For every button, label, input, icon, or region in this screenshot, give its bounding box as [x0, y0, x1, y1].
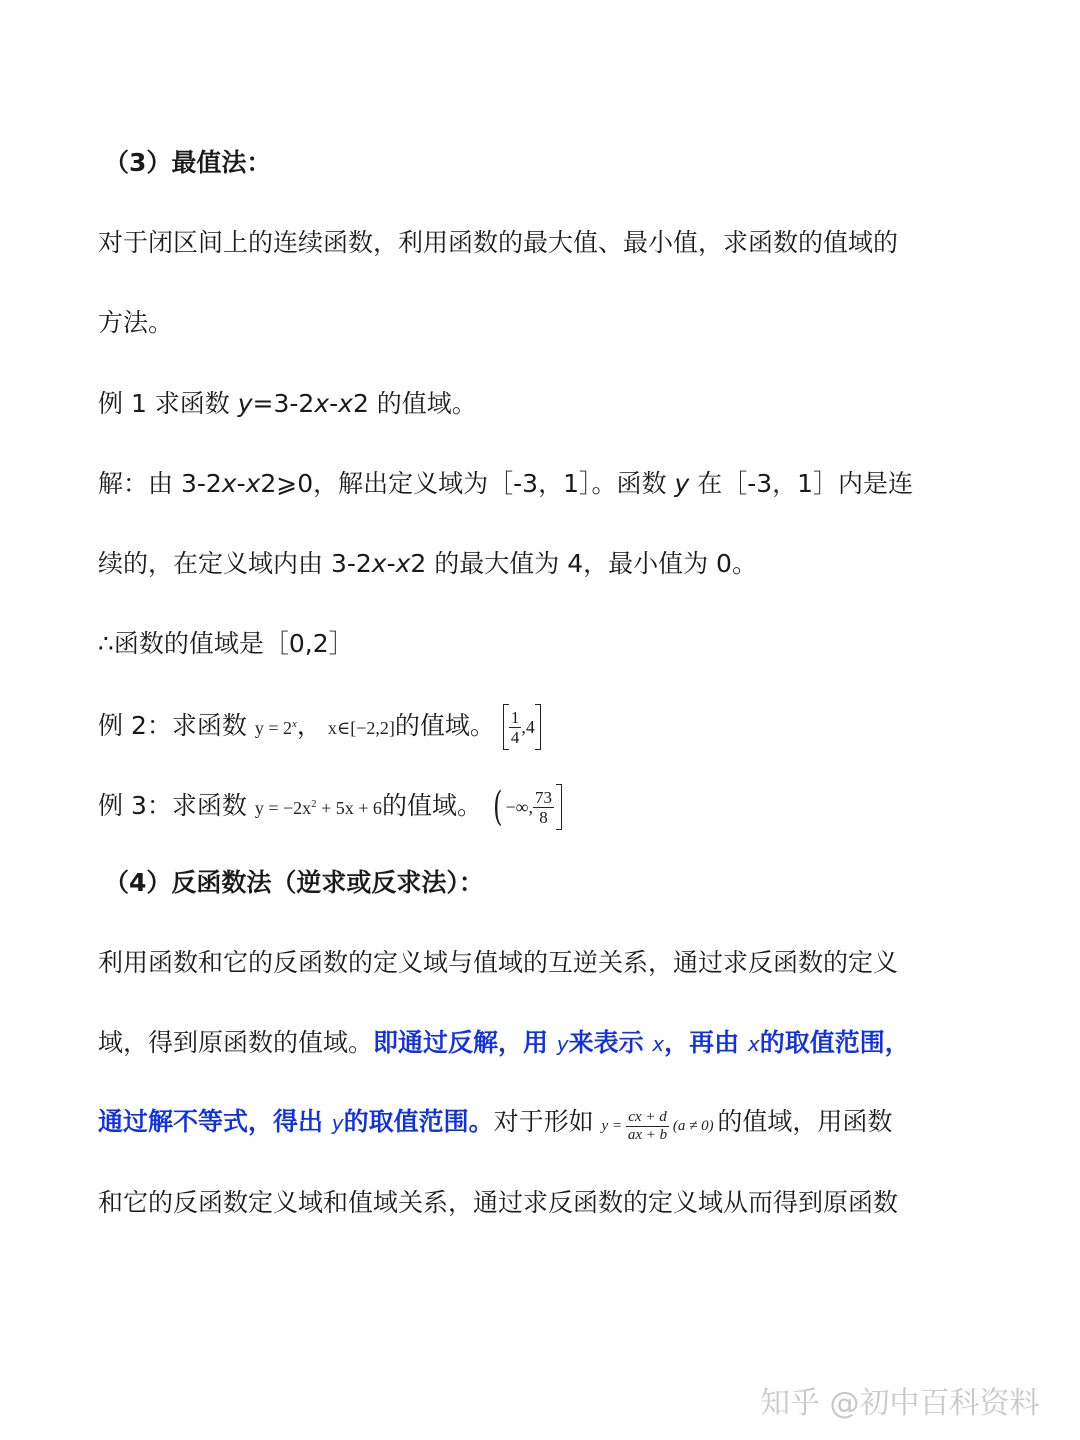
- var-y: y: [674, 469, 690, 498]
- fraction: [509, 709, 522, 746]
- var-x: x: [747, 1032, 760, 1056]
- emphasis: 通过解不等式，得出: [98, 1107, 332, 1136]
- emphasis: 即通过反解，用: [373, 1028, 557, 1057]
- text: -: [236, 469, 246, 498]
- solution-line-1: [98, 466, 984, 502]
- text: -: [386, 549, 396, 578]
- formula-lhs: y = −2x: [254, 798, 312, 818]
- numerator: cx + d: [628, 1109, 667, 1126]
- formula-tail: + 5x + 6: [316, 798, 382, 818]
- text: 对于形如: [493, 1107, 594, 1136]
- text: 的值域，用函数: [717, 1107, 893, 1136]
- text: 2⩾0，解出定义域为［-3，1］。函数: [260, 469, 675, 498]
- var-x: x: [652, 1032, 665, 1056]
- fraction: [626, 1110, 669, 1143]
- example-3: [98, 782, 984, 830]
- paragraph-line: [98, 1100, 984, 1148]
- fraction: [533, 789, 554, 826]
- paragraph-line: [98, 1025, 984, 1062]
- text: -: [329, 389, 339, 418]
- watermark: 知乎 @初中百科资料: [760, 1386, 1040, 1421]
- left-paren: (: [493, 784, 503, 830]
- var-y: y: [556, 1032, 569, 1056]
- denominator: 4: [510, 727, 520, 747]
- emphasis: 来表示: [568, 1028, 653, 1057]
- answer-interval: [490, 784, 562, 830]
- formula: [601, 1109, 718, 1144]
- text: 2 的值域。: [352, 389, 477, 418]
- formula-lhs: y =: [601, 1118, 623, 1134]
- paragraph-line: 和它的反函数定义域和值域关系，通过求反函数的定义域从而得到原函数: [98, 1188, 899, 1217]
- denominator: ax + b: [627, 1127, 668, 1144]
- answer-head: −∞,: [505, 797, 533, 817]
- text: ，: [296, 711, 322, 740]
- right-bracket: [556, 784, 562, 830]
- numerator: 73: [535, 787, 552, 807]
- paragraph-line: 对于闭区间上的连续函数，利用函数的最大值、最小值，求函数的值域的: [98, 228, 899, 257]
- text: 例 3：求函数: [98, 791, 255, 820]
- var-y: y: [331, 1111, 344, 1135]
- var-x: x: [338, 389, 353, 418]
- text: 例 2：求函数: [98, 711, 255, 740]
- text: 续的，在定义域内由 3-2: [98, 549, 372, 578]
- emphasis: 的取值范围。: [343, 1107, 494, 1136]
- formula: [255, 718, 297, 738]
- formula: [255, 798, 382, 818]
- var-x: x: [245, 469, 261, 498]
- paragraph-line: 利用函数和它的反函数的定义域与值域的互逆关系，通过求反函数的定义: [98, 948, 899, 977]
- text: 的值域。: [394, 711, 495, 740]
- text: 例 1 求函数: [98, 389, 238, 418]
- answer-tail: ,4: [521, 717, 535, 737]
- answer-interval: [503, 704, 541, 750]
- formula-exponent: 2: [311, 798, 317, 810]
- section-heading-4: （4）反函数法（逆求或反求法）：: [104, 868, 484, 897]
- domain: x∈[−2,2]: [327, 718, 395, 738]
- var-x: x: [371, 549, 387, 578]
- paragraph-line: 方法。: [98, 308, 174, 337]
- emphasis: ，再由: [664, 1028, 748, 1057]
- text: 解：由 3-2: [98, 469, 222, 498]
- var-y: y: [237, 389, 253, 418]
- example-1: [98, 386, 984, 422]
- example-2: [98, 702, 984, 750]
- text: 域，得到原函数的值域。: [98, 1028, 374, 1057]
- denominator: 8: [539, 807, 548, 827]
- formula-lhs: y = 2: [254, 718, 292, 738]
- numerator: 1: [510, 707, 520, 727]
- emphasis: 的取值范围，: [759, 1028, 910, 1057]
- solution-line-2: [98, 546, 984, 582]
- text: 2 的最大值为 4，最小值为 0。: [410, 549, 757, 578]
- section-heading-3: （3）最值法：: [104, 148, 272, 177]
- right-bracket: [535, 704, 541, 750]
- formula-condition: (a ≠ 0): [672, 1118, 714, 1134]
- conclusion: ∴函数的值域是［0,2］: [98, 629, 354, 658]
- formula-exponent: x: [291, 718, 297, 730]
- var-x: x: [221, 469, 237, 498]
- var-x: x: [395, 549, 411, 578]
- var-x: x: [314, 389, 330, 418]
- text: =3-2: [252, 389, 315, 418]
- text: 的值域。: [381, 791, 482, 820]
- text: 在［-3，1］内是连: [689, 469, 914, 498]
